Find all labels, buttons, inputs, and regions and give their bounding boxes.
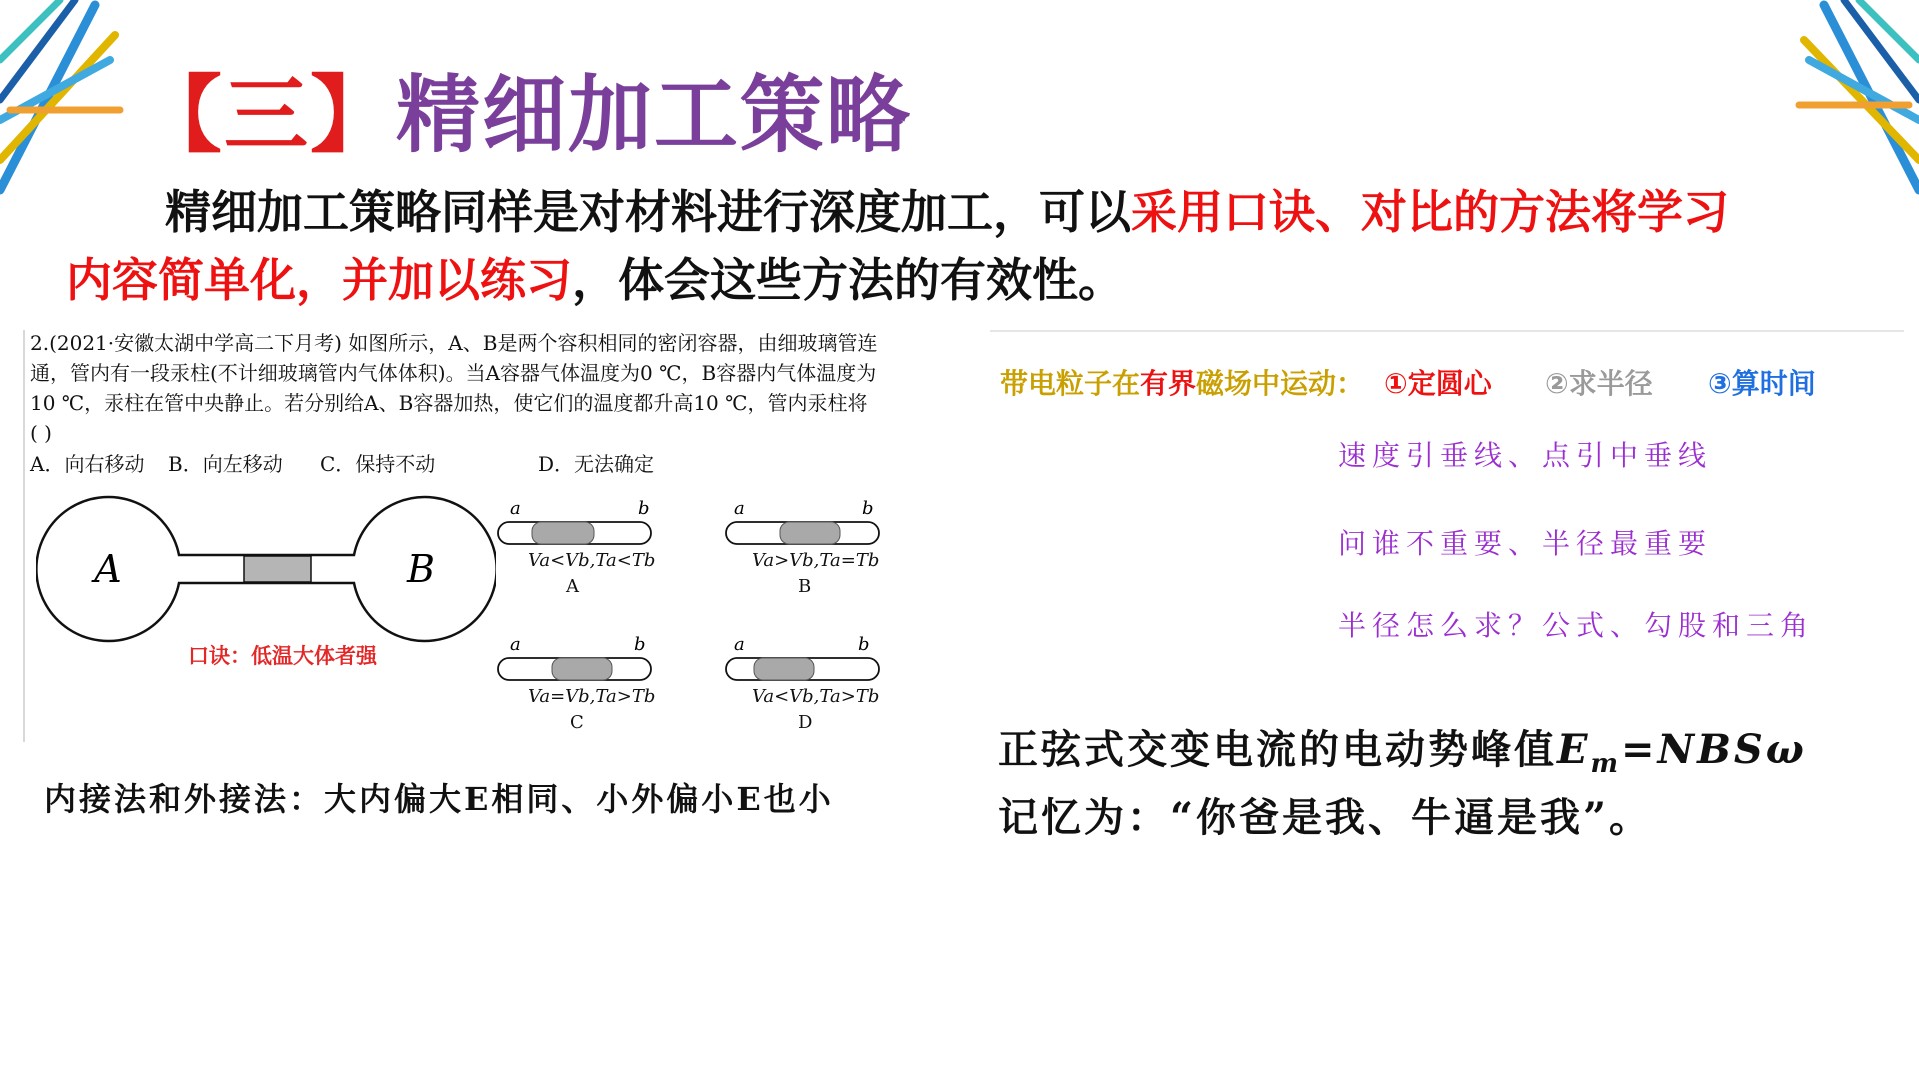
step-time: ③算时间	[1708, 367, 1816, 400]
option-b: B．向左移动	[168, 452, 283, 476]
end-label-a: a	[734, 634, 745, 655]
option-a: A．向右移动	[30, 452, 145, 476]
emf-formula-e: E	[1557, 726, 1591, 773]
question-line-2: 通，管内有一段汞柱(不计细玻璃管内气体体积)。当A容器气体温度为0 ℃，B容器内气体温度为	[30, 361, 877, 385]
subfigure-a	[496, 498, 656, 602]
question-text	[30, 328, 930, 448]
subfigure-letter: B	[798, 576, 812, 597]
subfigure-caption: Va<Vb,Ta>Tb	[752, 686, 880, 707]
end-label-b: b	[862, 498, 874, 519]
magnetic-line-2: 问谁不重要、半径最重要	[1338, 527, 1713, 560]
magnetic-heading-c: 磁场中运动：	[1196, 367, 1365, 400]
option-d: D．无法确定	[538, 452, 655, 476]
magnetic-line-1: 速度引垂线、点引中垂线	[1338, 439, 1713, 472]
end-label-b: b	[634, 634, 646, 655]
emf-line-2: 记忆为：“你爸是我、牛逼是我”。	[998, 794, 1653, 841]
end-label-b: b	[638, 498, 650, 519]
mercury-slug	[552, 658, 612, 680]
magnetic-heading-b: 有界	[1140, 367, 1197, 400]
intro-line1-black: 精细加工策略同样是对材料进行深度加工，可以	[165, 185, 1131, 239]
end-label-a: a	[510, 634, 521, 655]
mercury-slug	[780, 522, 840, 544]
intro-line2-black: ，体会这些方法的有效性。	[572, 253, 1124, 307]
question-line-4: ( )	[30, 421, 52, 445]
subfigure-letter: A	[566, 576, 579, 597]
pencil-decoration-right	[1779, 0, 1919, 200]
intro-line-2	[66, 244, 1124, 310]
emf-formula-rest: =NBSω	[1621, 726, 1807, 773]
title-bracket: 【三】	[138, 66, 397, 164]
rule-internal-external: 内接法和外接法：大内偏大E相同、小外偏小E也小	[44, 780, 834, 818]
page-title	[138, 48, 912, 169]
magnetic-heading-a: 带电粒子在	[1000, 367, 1141, 400]
intro-line1-red: 采用口诀、对比的方法将学习	[1131, 185, 1729, 239]
step-radius: ②求半径	[1545, 367, 1653, 400]
mnemonic-note: 口诀：低温大体者强	[188, 644, 377, 668]
mercury-slug	[754, 658, 814, 680]
subfigure-letter: C	[570, 712, 584, 733]
subfigure-caption: Va=Vb,Ta>Tb	[528, 686, 656, 707]
option-c: C．保持不动	[320, 452, 436, 476]
question-options	[30, 448, 690, 478]
bulb-label-b: B	[407, 547, 435, 591]
intro-line-1	[165, 176, 1729, 242]
end-label-a: a	[734, 498, 745, 519]
intro-line2-red-b: 并加以练习	[342, 253, 572, 307]
subfigure-c	[496, 634, 656, 738]
bulb-diagram	[36, 495, 496, 655]
subfigure-letter: D	[798, 712, 813, 733]
end-label-b: b	[858, 634, 870, 655]
title-text: 精细加工策略	[396, 66, 913, 164]
step-center: ①定圆心	[1384, 367, 1492, 400]
emf-line-1	[998, 718, 1807, 779]
subfigure-d	[724, 634, 884, 738]
mercury-column	[244, 556, 311, 582]
divider-horizontal	[990, 330, 1904, 332]
emf-formula-sub: m	[1590, 749, 1622, 779]
question-line-3: 10 ℃，汞柱在管中央静止。若分别给A、B容器加热，使它们的温度都升高10 ℃，管内汞柱将	[30, 391, 868, 415]
emf-text: 正弦式交变电流的电动势峰值	[998, 726, 1557, 773]
pencil-decoration-left	[0, 0, 140, 200]
subfigure-caption: Va>Vb,Ta=Tb	[752, 550, 880, 571]
mercury-slug	[532, 522, 594, 544]
divider-vertical	[23, 330, 25, 742]
magnetic-heading	[1000, 362, 1364, 402]
magnetic-line-3: 半径怎么求？公式、勾股和三角	[1338, 609, 1815, 642]
subfigure-caption: Va<Vb,Ta<Tb	[528, 550, 656, 571]
end-label-a: a	[510, 498, 521, 519]
intro-line2-red-a: 内容简单化，	[66, 253, 342, 307]
question-line-1: 2.(2021·安徽太湖中学高二下月考) 如图所示，A、B是两个容积相同的密闭容器，由细玻璃管连	[30, 331, 878, 355]
subfigure-b	[724, 498, 884, 602]
bulb-label-a: A	[94, 547, 122, 591]
